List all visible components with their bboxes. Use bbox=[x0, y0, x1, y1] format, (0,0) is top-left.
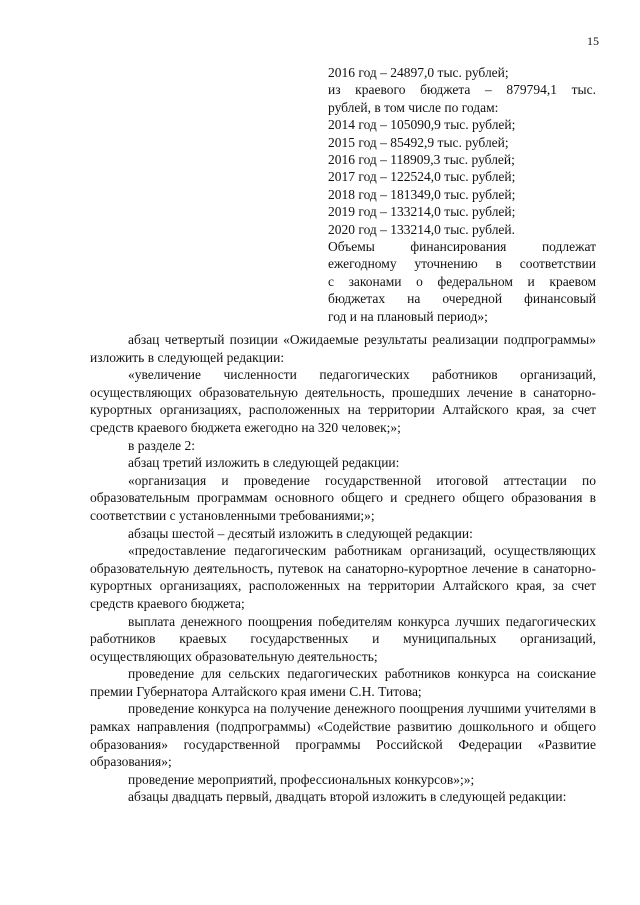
financing-line: 2019 год – 133214,0 тыс. рублей; bbox=[328, 204, 516, 220]
paragraph: абзац четвертый позиции «Ожидаемые результаты реализации подпрограммы» изложить в следующей редакции: bbox=[90, 332, 596, 365]
paragraph: абзац третий изложить в следующей редакции: bbox=[128, 455, 400, 471]
financing-line: из краевого бюджета – 879794,1 тыс. bbox=[328, 82, 596, 98]
paragraph: выплата денежного поощрения победителям конкурса лучших педагогических работников краевых государственных и муниципальных организаций, осуществляющих образовательную деятельность; bbox=[90, 613, 596, 664]
financing-line: 2020 год – 133214,0 тыс. рублей. bbox=[328, 221, 516, 237]
financing-note-line: ежегодному уточнению в соответствии bbox=[328, 256, 596, 272]
paragraph: в разделе 2: bbox=[128, 437, 196, 453]
paragraph: «предоставление педагогическим работникам организаций, осуществляющих образовательную деятельность, путевок на санаторно-курортное лечение в санаторно-курортных организациях, расположенных на территории Алтайского края, за счет средств краевого бюджета; bbox=[90, 543, 596, 611]
paragraph: проведение конкурса на получение денежного поощрения лучшими учителями в рамках направления (подпрограммы) «Содействие развитию дошкольного и общего образования» государственной программы Российской Федерации «Развитие образования»; bbox=[90, 701, 596, 770]
financing-line: 2014 год – 105090,9 тыс. рублей; bbox=[328, 117, 516, 133]
financing-line: 2016 год – 118909,3 тыс. рублей; bbox=[328, 152, 515, 168]
paragraph: проведение для сельских педагогических работников конкурса на соискание премии Губернатора Алтайского края имени С.Н. Титова; bbox=[90, 666, 596, 699]
financing-line: рублей, в том числе по годам: bbox=[328, 99, 499, 115]
paragraph: «организация и проведение государственной итоговой аттестации по образовательным программам основного общего и среднего общего образования в соответствии с установленными требованиями;»; bbox=[90, 472, 596, 523]
financing-line: 2016 год – 24897,0 тыс. рублей; bbox=[328, 65, 509, 80]
paragraph: проведение мероприятий, профессиональных конкурсов»;»; bbox=[128, 771, 475, 787]
paragraph: «увеличение численности педагогических работников организаций, осуществляющих образовательную деятельность, прошедших лечение в санаторно-курортных организациях, расположенных на территории Алтайского края, за счет средств краевого бюджета ежегодно на 320 человек;»; bbox=[90, 367, 596, 435]
financing-line: 2015 год – 85492,9 тыс. рублей; bbox=[328, 134, 509, 150]
financing-line: 2017 год – 122524,0 тыс. рублей; bbox=[328, 169, 516, 185]
financing-note-line: с законами о федеральном и краевом bbox=[328, 273, 596, 289]
financing-note-line: год и на плановый период»; bbox=[328, 308, 488, 324]
financing-note-line: Объемы финансирования подлежат bbox=[328, 239, 596, 255]
paragraph: абзацы двадцать первый, двадцать второй изложить в следующей редакции: bbox=[128, 789, 567, 805]
financing-line: 2018 год – 181349,0 тыс. рублей; bbox=[328, 186, 516, 202]
financing-note-line: бюджетах на очередной финансовый bbox=[328, 291, 596, 307]
financing-column bbox=[328, 64, 596, 325]
page-number: 15 bbox=[587, 34, 599, 48]
paragraph: абзацы шестой – десятый изложить в следующей редакции: bbox=[128, 525, 473, 541]
body-text bbox=[90, 331, 596, 806]
